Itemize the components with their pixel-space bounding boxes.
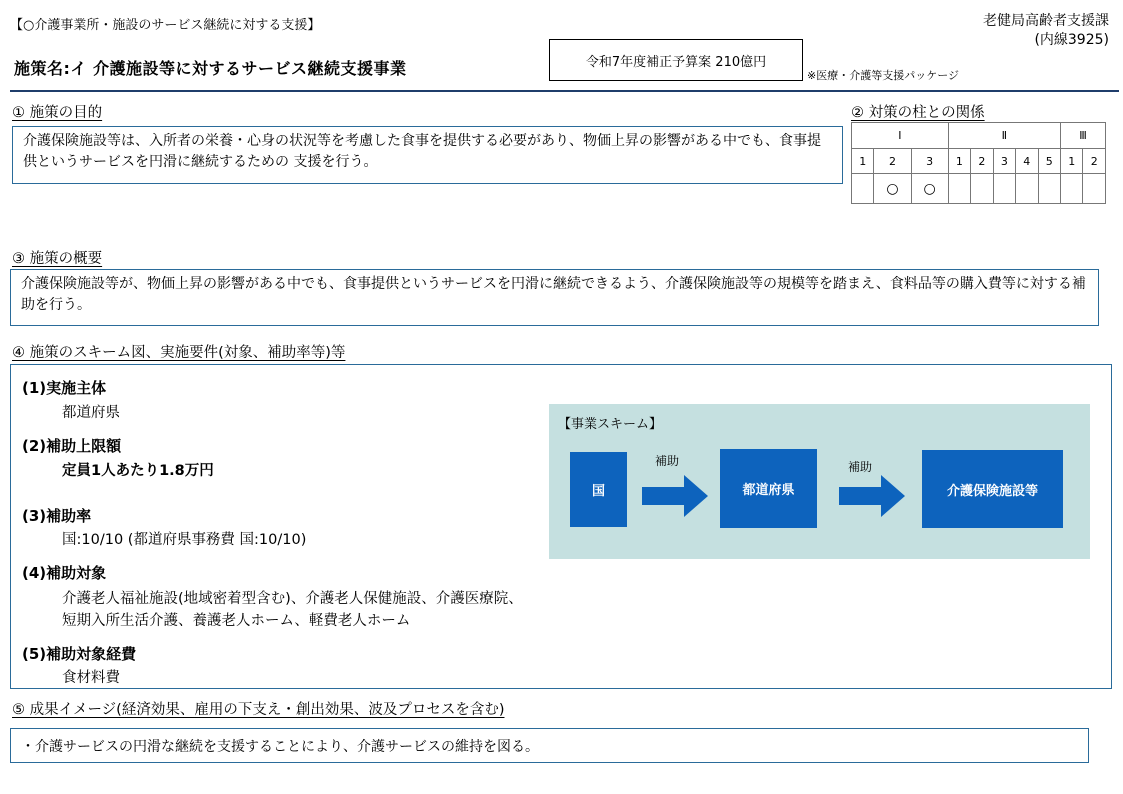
item-body-2: 定員1人あたり1.8万円 [62, 463, 214, 479]
pillar-mark [1083, 174, 1106, 204]
budget-text: 令和7年度補正予算案 210億円 [585, 54, 767, 70]
department-block [983, 12, 1109, 50]
pillar-mark [993, 174, 1015, 204]
item-body-5: 食材料費 [62, 670, 120, 686]
category-label: 【○介護事業所・施設のサービス継続に対する支援】 [10, 18, 321, 33]
pillar-group-2: Ⅱ [948, 123, 1060, 149]
pillar-mark [948, 174, 970, 204]
pillar-number: 3 [911, 149, 948, 174]
header-divider [10, 90, 1119, 92]
package-note: ※医療・介護等支援パッケージ [807, 69, 959, 82]
node-prefecture: 都道府県 [720, 449, 817, 528]
pillar-number: 2 [1083, 149, 1106, 174]
arrow-label-1: 補助 [655, 454, 680, 468]
item-heading-2: (2)補助上限額 [22, 437, 122, 455]
overview-text: 介護保険施設等が、物価上昇の影響がある中でも、食事提供というサービスを円滑に継続できるよう、介護保険施設等の規模等を踏まえ、食料品等の購入費等に対する補助を行う。 [21, 276, 1086, 313]
pillar-group-1: Ⅰ [852, 123, 949, 149]
extension-number: (内線3925) [1034, 32, 1109, 48]
purpose-box [12, 126, 843, 184]
overview-box [10, 269, 1099, 326]
node-facility: 介護保険施設等 [922, 450, 1063, 528]
pillar-mark [971, 174, 993, 204]
pillar-number: 1 [948, 149, 970, 174]
item-heading-1: (1)実施主体 [22, 379, 107, 397]
arrow-right-icon [642, 475, 708, 517]
pillar-number: 1 [1060, 149, 1082, 174]
pillar-mark [1038, 174, 1060, 204]
pillar-mark: ○ [911, 174, 948, 204]
pillar-number: 1 [852, 149, 874, 174]
pillar-number: 3 [993, 149, 1015, 174]
overview-heading: ③ 施策の概要 [12, 251, 103, 267]
pillars-heading: ② 対策の柱との関係 [851, 105, 985, 121]
arrow-label-2: 補助 [848, 460, 873, 474]
node-country: 国 [570, 452, 627, 527]
item-heading-4: (4)補助対象 [22, 564, 107, 582]
pillar-mark [1016, 174, 1038, 204]
pillar-number: 2 [874, 149, 911, 174]
purpose-heading: ① 施策の目的 [12, 105, 103, 121]
pillar-number: 2 [971, 149, 993, 174]
purpose-text: 介護保険施設等は、入所者の栄養・心身の状況等を考慮した食事を提供する必要があり、物価上昇の影響がある中でも、食事提供というサービスを円滑に継続するための 支援を行う。 [23, 133, 821, 170]
scheme-diagram [549, 404, 1090, 559]
item-heading-3: (3)補助率 [22, 507, 92, 525]
outcome-text: ・介護サービスの円滑な継続を支援することにより、介護サービスの維持を図る。 [21, 738, 539, 755]
pillar-mark: ○ [874, 174, 911, 204]
item-body-3: 国:10/10 (都道府県事務費 国:10/10) [62, 532, 307, 548]
pillar-number: 5 [1038, 149, 1060, 174]
pillars-table [851, 122, 1106, 204]
pillar-mark [1060, 174, 1082, 204]
department-name: 老健局高齢者支援課 [983, 13, 1109, 29]
item-body-4b: 短期入所生活介護、養護老人ホーム、軽費老人ホーム [62, 613, 411, 629]
scheme-label: 【事業スキーム】 [558, 417, 663, 432]
page-title: 施策名:イ 介護施設等に対するサービス継続支援事業 [14, 59, 407, 78]
budget-box [549, 39, 803, 81]
pillar-number: 4 [1016, 149, 1038, 174]
scheme-heading: ④ 施策のスキーム図、実施要件(対象、補助率等)等 [12, 345, 346, 361]
item-body-1: 都道府県 [62, 405, 120, 421]
arrow-right-icon [839, 475, 905, 517]
pillar-mark [852, 174, 874, 204]
outcome-box [10, 728, 1089, 763]
pillar-group-3: Ⅲ [1060, 123, 1105, 149]
item-heading-5: (5)補助対象経費 [22, 645, 137, 663]
outcome-heading: ⑤ 成果イメージ(経済効果、雇用の下支え・創出効果、波及プロセスを含む) [12, 702, 505, 718]
item-body-4a: 介護老人福祉施設(地域密着型含む)、介護老人保健施設、介護医療院、 [62, 591, 523, 607]
